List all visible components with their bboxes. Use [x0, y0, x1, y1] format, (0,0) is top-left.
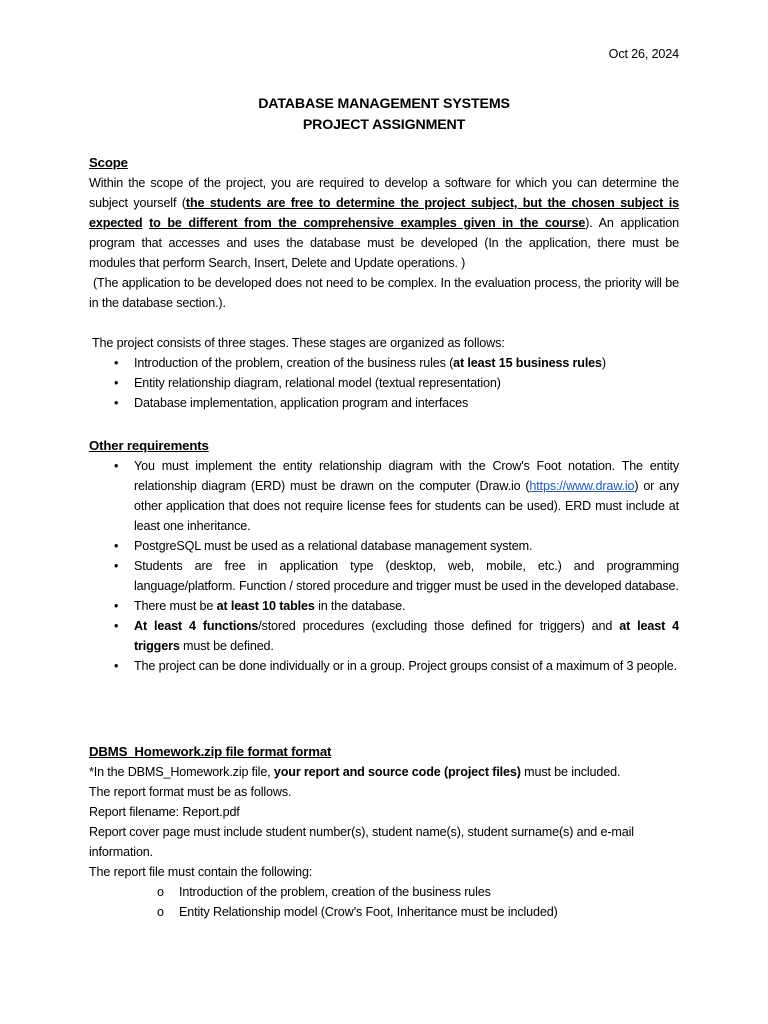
bullet-icon: • [114, 539, 119, 553]
requirements-list [89, 456, 679, 676]
drawio-link[interactable]: https://www.draw.io [529, 479, 635, 493]
document-date: Oct 26, 2024 [608, 47, 679, 61]
scope-section [89, 153, 679, 413]
bullet-icon: • [114, 396, 119, 410]
stages-list [89, 353, 679, 413]
other-requirements-heading: Other requirements [89, 438, 209, 453]
list-item: o Entity Relationship model (Crow’s Foot, Inheritance must be included) [89, 902, 679, 922]
bullet-icon: • [114, 376, 119, 390]
list-item: • Entity relationship diagram, relational model (textual representation) [89, 373, 679, 393]
scope-emphasis-2: to be different from the comprehensive examples given in the course [149, 216, 586, 230]
bullet-icon: • [114, 356, 119, 370]
bullet-icon: • [114, 459, 119, 473]
scope-emphasis-1: the students are free to determine the project subject, but the chosen subject is expected [89, 196, 679, 230]
scope-note: (The application to be developed does not need to be complex. In the evaluation process, the priority will be in the database section.). [89, 276, 679, 310]
circle-bullet-icon: o [157, 885, 164, 899]
list-item: • PostgreSQL must be used as a relational database management system. [89, 536, 679, 556]
zip-line-4: Report cover page must include student number(s), student name(s), student surname(s) and e-mail information. [89, 825, 634, 859]
bullet-icon: • [114, 599, 119, 613]
bullet-icon: • [114, 659, 119, 673]
bullet-icon: • [114, 619, 119, 633]
list-item: • At least 4 functions/stored procedures (excluding those defined for triggers) and at least 4 triggers must be defined. [89, 616, 679, 656]
scope-paragraph [89, 173, 679, 273]
scope-heading: Scope [89, 155, 128, 170]
list-item: o Introduction of the problem, creation of the business rules [89, 882, 679, 902]
title-line-2: PROJECT ASSIGNMENT [302, 117, 466, 133]
report-contents-list [89, 882, 679, 922]
zip-line-3: Report filename: Report.pdf [89, 805, 240, 819]
zip-format-heading: DBMS_Homework.zip file format format [89, 744, 332, 759]
zip-line-1: *In the DBMS_Homework.zip file, your report and source code (project files) must be included. [89, 765, 621, 779]
zip-line-5: The report file must contain the following: [89, 865, 313, 879]
list-item: • The project can be done individually or in a group. Project groups consist of a maximum of 3 people. [89, 656, 679, 676]
scope-text-a: Within the scope of the project, you are required to develop a software for which you can determine the subject yourself ( [89, 176, 679, 210]
list-item: • Students are free in application type (desktop, web, mobile, etc.) and programming language/platform. Function / stored procedure and trigger must be used in the developed database. [89, 556, 679, 596]
title-line-1: DATABASE MANAGEMENT SYSTEMS [258, 96, 510, 112]
zip-line-2: The report format must be as follows. [89, 785, 292, 799]
other-requirements-section [89, 436, 679, 676]
list-item: • You must implement the entity relationship diagram with the Crow's Foot notation. The entity relationship diagram (ERD) must be drawn on the computer (Draw.io (https://www.draw.io) or any other application that does not require license fees for students can be used). ERD must include at least one inheritance. [89, 456, 679, 536]
zip-format-section [89, 742, 679, 922]
stages-intro: The project consists of three stages. These stages are organized as follows: [92, 336, 505, 350]
scope-text-e: ). An application program that accesses and uses the database must be developed (In the application, there must be modules that perform Search, Insert, Delete and Update operations. ) [89, 216, 679, 270]
circle-bullet-icon: o [157, 905, 164, 919]
document-title [89, 94, 679, 136]
list-item: • There must be at least 10 tables in the database. [89, 596, 679, 616]
list-item: • Introduction of the problem, creation of the business rules (at least 15 business rules) [89, 353, 679, 373]
list-item: • Database implementation, application program and interfaces [89, 393, 679, 413]
bullet-icon: • [114, 559, 119, 573]
